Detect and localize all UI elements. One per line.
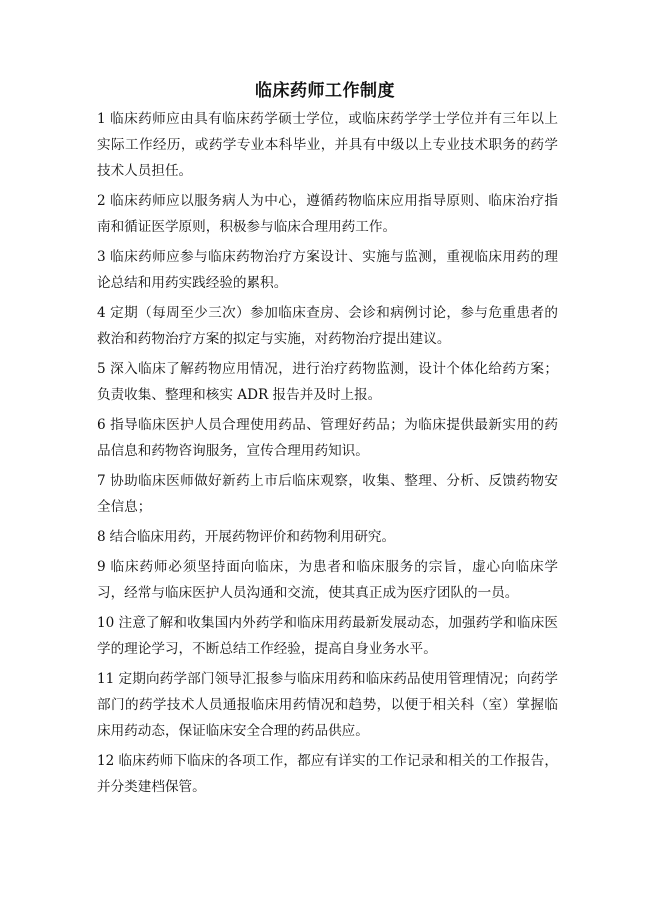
item-text: 临床药师应以服务病人为中心，遵循药物临床应用指导原则、临床治疗指南和循证医学原则，积极参与临床合理用药工作。 <box>97 193 558 235</box>
item-text: 临床药师下临床的各项工作，都应有详实的工作记录和相关的工作报告，并分类建档保管。 <box>97 753 558 795</box>
item-number: 10 <box>97 615 115 631</box>
list-item-8 <box>97 524 558 550</box>
list-item-5 <box>97 356 558 408</box>
item-number: 8 <box>97 529 106 545</box>
item-text: 结合临床用药，开展药物评价和药物利用研究。 <box>109 529 396 545</box>
item-number: 4 <box>97 305 106 321</box>
list-item-3 <box>97 244 558 296</box>
item-number: 3 <box>97 249 106 265</box>
item-text: 注意了解和收集国内外药学和临床用药最新发展动态，加强药学和临床医学的理论学习，不断总结工作经验，提高自身业务水平。 <box>97 615 558 657</box>
item-number: 7 <box>97 473 106 489</box>
item-number: 2 <box>97 193 106 209</box>
document-title: 临床药师工作制度 <box>255 81 395 101</box>
item-number: 11 <box>97 671 115 687</box>
list-item-4 <box>97 300 558 352</box>
item-text: 指导临床医护人员合理使用药品、管理好药品；为临床提供最新实用的药品信息和药物咨询服务，宣传合理用药知识。 <box>97 417 558 459</box>
item-text: 协助临床医师做好新药上市后临床观察，收集、整理、分析、反馈药物安全信息； <box>97 473 558 515</box>
list-item-10 <box>97 610 558 662</box>
document-body <box>97 106 558 804</box>
list-item-7 <box>97 468 558 520</box>
item-text: 临床药师必须坚持面向临床，为患者和临床服务的宗旨，虚心向临床学习，经常与临床医护人员沟通和交流，使其真正成为医疗团队的一员。 <box>97 559 558 601</box>
list-item-6 <box>97 412 558 464</box>
list-item-9 <box>97 554 558 606</box>
item-number: 5 <box>97 361 106 377</box>
item-text: 定期（每周至少三次）参加临床查房、会诊和病例讨论，参与危重患者的救治和药物治疗方案的拟定与实施，对药物治疗提出建议。 <box>97 305 558 347</box>
item-text: 定期向药学部门领导汇报参与临床用药和临床药品使用管理情况；向药学部门的药学技术人员通报临床用药情况和趋势，以便于相关科（室）掌握临床用药动态，保证临床安全合理的药品供应。 <box>97 671 558 739</box>
item-text: 临床药师应参与临床药物治疗方案设计、实施与监测，重视临床用药的理论总结和用药实践经验的累积。 <box>97 249 558 291</box>
list-item-1 <box>97 106 558 184</box>
item-number: 1 <box>97 111 106 127</box>
item-number: 6 <box>97 417 106 433</box>
item-text: 深入临床了解药物应用情况，进行治疗药物监测，设计个体化给药方案；负责收集、整理和核实 ADR 报告并及时上报。 <box>97 361 558 403</box>
list-item-11 <box>97 666 558 744</box>
item-text: 临床药师应由具有临床药学硕士学位，或临床药学学士学位并有三年以上实际工作经历，或药学专业本科毕业，并具有中级以上专业技术职务的药学技术人员担任。 <box>97 111 558 179</box>
list-item-12 <box>97 748 558 800</box>
item-number: 12 <box>97 753 115 769</box>
list-item-2 <box>97 188 558 240</box>
item-number: 9 <box>97 559 106 575</box>
